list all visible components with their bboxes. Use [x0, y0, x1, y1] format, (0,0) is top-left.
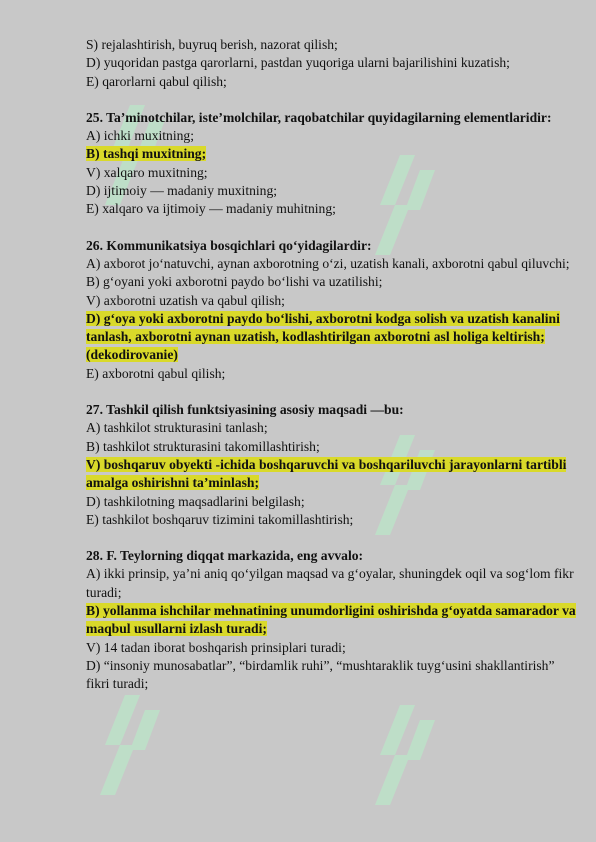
option: S) rejalashtirish, buyruq berish, nazorat qilish; [86, 37, 338, 52]
option: E) xalqaro va ijtimoiy — madaniy muhitning; [86, 201, 336, 217]
option: A) ichki muxitning; [86, 128, 194, 144]
option: V) axborotni uzatish va qabul qilish; [86, 292, 285, 308]
question-title: 25. Ta’minotchilar, iste’molchilar, raqobatchilar quyidagilarning elementlaridir: [86, 109, 552, 125]
correct-answer: V) boshqaruv obyekti -ichida boshqaruvchi va boshqariluvchi jarayonlarni tartibli amalga oshirishni ta’minlash; [86, 456, 567, 491]
correct-answer: B) yollanma ishchilar mehnatining unumdorligini oshirishda g‘oyatda samarador va maqbul usullarni izlash turadi; [86, 603, 576, 637]
question-title: 26. Kommunikatsiya bosqichlari qo‘yidagilardir: [86, 237, 372, 253]
question-26 [86, 237, 576, 383]
option: V) 14 tadan iborat boshqarish prinsiplari turadi; [86, 639, 346, 655]
option: B) tashkilot strukturasini takomillashtirish; [86, 438, 320, 454]
option: A) axborot jo‘natuvchi, aynan axborotning o‘zi, uzatish kanali, axborotni qabul qiluvchi; [86, 255, 570, 271]
option: B) g‘oyani yoki axborotni paydo bo‘lishi va uzatilishi; [86, 274, 383, 290]
question-title: 28. F. Teylorning diqqat markazida, eng avvalo: [86, 548, 364, 564]
question-28 [86, 547, 576, 693]
option: A) ikki prinsip, ya’ni aniq qo‘yilgan maqsad va g‘oyalar, shuningdek oqil va sog‘lom fikr turadi; [86, 566, 574, 600]
watermark-logo-icon [370, 700, 440, 810]
option: E) qarorlarni qabul qilish; [86, 73, 227, 89]
question-27 [86, 401, 576, 529]
option: E) axborotni qabul qilish; [86, 365, 226, 381]
option: D) tashkilotning maqsadlarini belgilash; [86, 493, 305, 509]
watermark-logo-icon [95, 690, 165, 800]
option: E) tashkilot boshqaruv tizimini takomillashtirish; [86, 511, 354, 527]
option: D) “insoniy munosabatlar”, “birdamlik ruhi”, “mushtaraklik tuyg‘usini shakllantirish” fikri turadi; [86, 657, 555, 692]
question-title: 27. Tashkil qilish funktsiyasining asosiy maqsadi —bu: [86, 402, 404, 418]
option: A) tashkilot strukturasini tanlash; [86, 420, 268, 436]
question-25 [86, 109, 576, 219]
document-page [86, 36, 576, 694]
intro-options [86, 36, 576, 91]
option: V) xalqaro muxitning; [86, 164, 208, 180]
option: D) ijtimoiy — madaniy muxitning; [86, 183, 278, 199]
option: D) yuqoridan pastga qarorlarni, pastdan yuqoriga ularni bajarilishini kuzatish; [86, 55, 510, 71]
correct-answer: D) g‘oya yoki axborotni paydo bo‘lishi, axborotni kodga solish va uzatish kanalini tanlash, axborotni aynan uzatish, kodlashtirilgan axborotni asl holiga keltirish; (dekodirovanie) [86, 310, 560, 363]
correct-answer: B) tashqi muxitning; [86, 146, 207, 162]
